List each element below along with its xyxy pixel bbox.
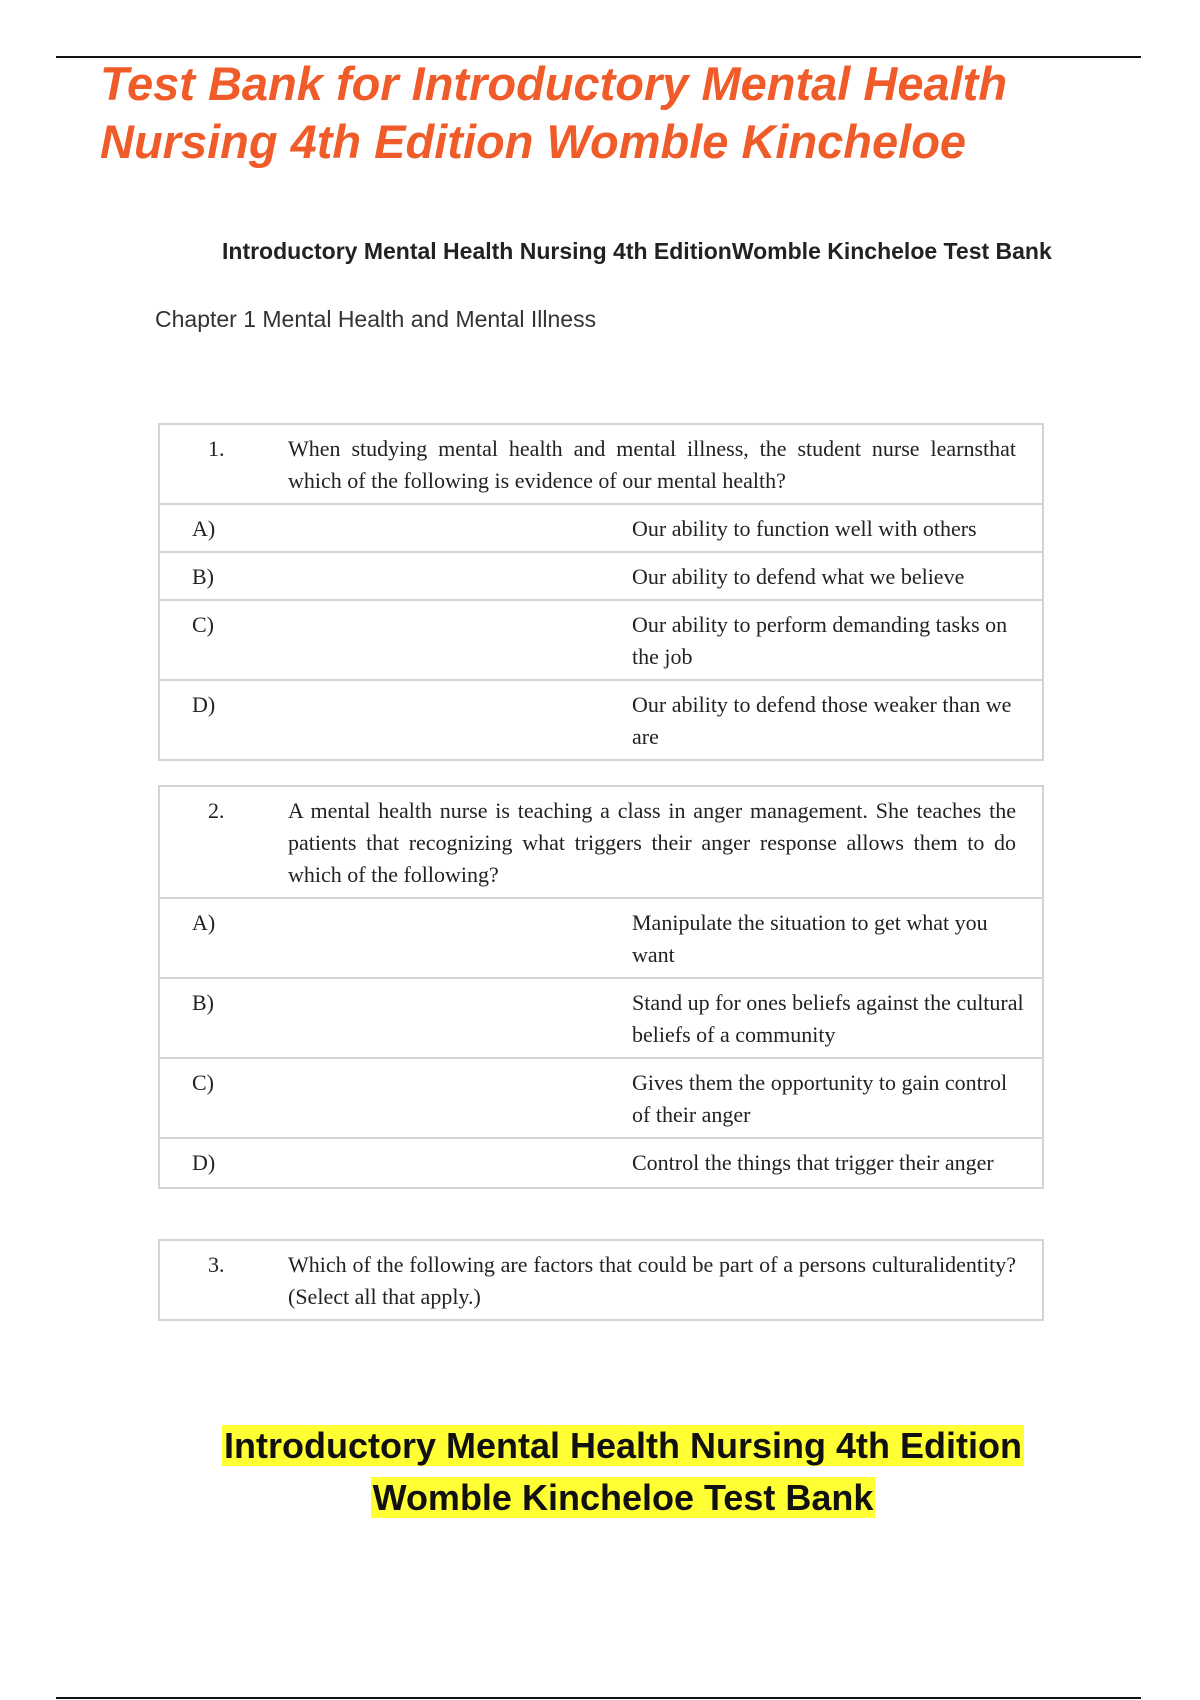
chapter-heading: Chapter 1 Mental Health and Mental Illness [155,306,597,332]
bottom-rule [56,1697,1141,1699]
answer-letter: C) [192,612,214,637]
footer-line-2: Womble Kincheloe Test Bank [372,1477,874,1518]
title-line-2: Nursing 4th Edition Womble Kincheloe [100,115,967,168]
answer-text: Manipulate the situation to get what you want [632,910,988,967]
answer-letter: A) [192,910,216,935]
question-2-table [158,785,1044,1189]
question-3-table [158,1239,1044,1321]
answer-text: Our ability to defend what we believe [632,564,965,589]
answer-letter: C) [192,1070,214,1095]
answer-letter: D) [192,692,216,717]
question-text: Which of the following are factors that could be part of a persons culturalidentity? (Select all that apply.) [288,1252,1016,1309]
answer-text: Stand up for ones beliefs against the cultural beliefs of a community [632,990,1024,1047]
answer-row-c [160,601,1042,681]
question-text: When studying mental health and mental illness, the student nurse learnsthat which of the following is evidence of our mental health? [288,436,1016,493]
question-row [160,1241,1042,1319]
answer-row-c [160,1059,1042,1139]
answer-text: Our ability to defend those weaker than we are [632,692,1012,749]
document-title [100,55,1100,171]
answer-text: Gives them the opportunity to gain control of their anger [632,1070,1008,1127]
answer-row-b [160,979,1042,1059]
question-number: 3. [208,1252,225,1277]
answer-row-a [160,899,1042,979]
question-row [160,787,1042,899]
answer-text: Our ability to function well with others [632,516,977,541]
question-text: A mental health nurse is teaching a class in anger management. She teaches the patients that recognizing what triggers their anger response allows them to do which of the following? [288,798,1016,887]
question-number: 2. [208,798,225,823]
answer-letter: B) [192,990,214,1015]
question-number: 1. [208,436,225,461]
answer-letter: B) [192,564,214,589]
footer-banner [0,1420,1200,1524]
answer-row-d [160,1139,1042,1187]
answer-text: Control the things that trigger their anger [632,1150,994,1175]
answer-letter: D) [192,1150,216,1175]
title-line-1: Test Bank for Introductory Mental Health [100,57,1008,110]
question-1-table [158,423,1044,761]
answer-letter: A) [192,516,216,541]
answer-row-b [160,553,1042,601]
answer-text: Our ability to perform demanding tasks on the job [632,612,1008,669]
subtitle: Introductory Mental Health Nursing 4th EditionWomble Kincheloe Test Bank [222,238,1052,264]
footer-line-1: Introductory Mental Health Nursing 4th Edition [223,1425,1022,1466]
answer-row-d [160,681,1042,759]
question-row [160,425,1042,505]
answer-row-a [160,505,1042,553]
